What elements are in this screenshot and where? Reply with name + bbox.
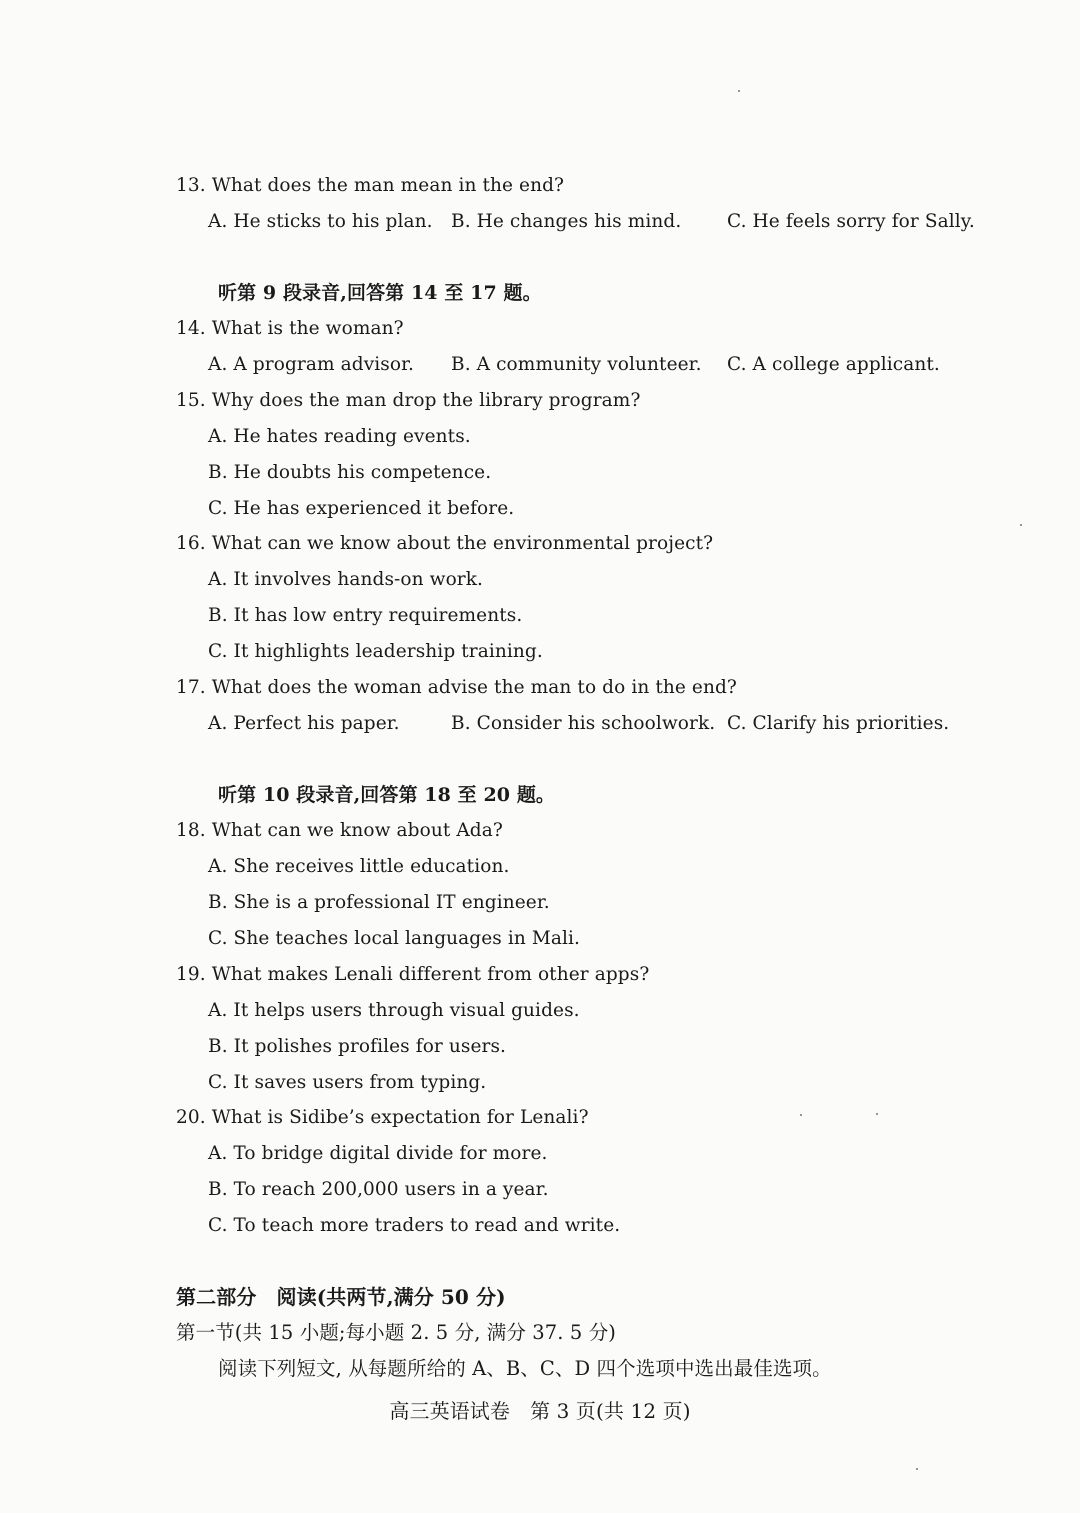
scan-speck [738,90,740,92]
question-19: 19. What makes Lenali different from other apps? [176,964,650,985]
question-14: 14. What is the woman? [176,318,404,339]
q18-option-c: C. She teaches local languages in Mali. [208,928,581,949]
question-20: 20. What is Sidibe’s expectation for Lenali? [176,1107,589,1128]
q19-option-b: B. It polishes profiles for users. [208,1036,507,1057]
q19-option-c: C. It saves users from typing. [208,1072,487,1093]
q19-option-a: A. It helps users through visual guides. [208,1000,580,1021]
q16-option-a: A. It involves hands-on work. [208,569,484,590]
q14-option-a: A. A program advisor. [208,354,414,375]
q17-option-c: C. Clarify his priorities. [727,713,950,734]
question-18: 18. What can we know about Ada? [176,820,503,841]
q20-option-b: B. To reach 200,000 users in a year. [208,1179,549,1200]
reading-instruction: 阅读下列短文, 从每题所给的 A、B、C、D 四个选项中选出最佳选项。 [218,1357,832,1380]
q17-option-a: A. Perfect his paper. [208,713,400,734]
q18-option-a: A. She receives little education. [208,856,510,877]
q13-option-a: A. He sticks to his plan. [208,211,433,232]
q15-option-a: A. He hates reading events. [208,426,471,447]
q15-option-c: C. He has experienced it before. [208,498,515,519]
scan-speck [800,1114,802,1116]
q13-option-c: C. He feels sorry for Sally. [727,211,975,232]
q14-option-c: C. A college applicant. [727,354,940,375]
q18-option-b: B. She is a professional IT engineer. [208,892,550,913]
q16-option-c: C. It highlights leadership training. [208,641,543,662]
q17-option-b: B. Consider his schoolwork. [451,713,716,734]
section-one-heading: 第一节(共 15 小题;每小题 2. 5 分, 满分 37. 5 分) [176,1321,617,1344]
page-footer: 高三英语试卷 第 3 页(共 12 页) [389,1399,691,1423]
question-17: 17. What does the woman advise the man to do in the end? [176,677,737,698]
part-two-heading: 第二部分 阅读(共两节,满分 50 分) [176,1285,506,1309]
q16-option-b: B. It has low entry requirements. [208,605,523,626]
q20-option-a: A. To bridge digital divide for more. [208,1143,548,1164]
scan-speck [1020,524,1022,526]
listening-instruction-10: 听第 10 段录音,回答第 18 至 20 题。 [218,784,556,806]
listening-instruction-9: 听第 9 段录音,回答第 14 至 17 题。 [218,282,542,304]
question-13: 13. What does the man mean in the end? [176,175,565,196]
q15-option-b: B. He doubts his competence. [208,462,492,483]
q13-option-b: B. He changes his mind. [451,211,682,232]
scan-speck [916,1468,918,1470]
question-15: 15. Why does the man drop the library program? [176,390,641,411]
question-16: 16. What can we know about the environmental project? [176,533,714,554]
q14-option-b: B. A community volunteer. [451,354,702,375]
q20-option-c: C. To teach more traders to read and write. [208,1215,621,1236]
scan-speck [876,1113,878,1115]
